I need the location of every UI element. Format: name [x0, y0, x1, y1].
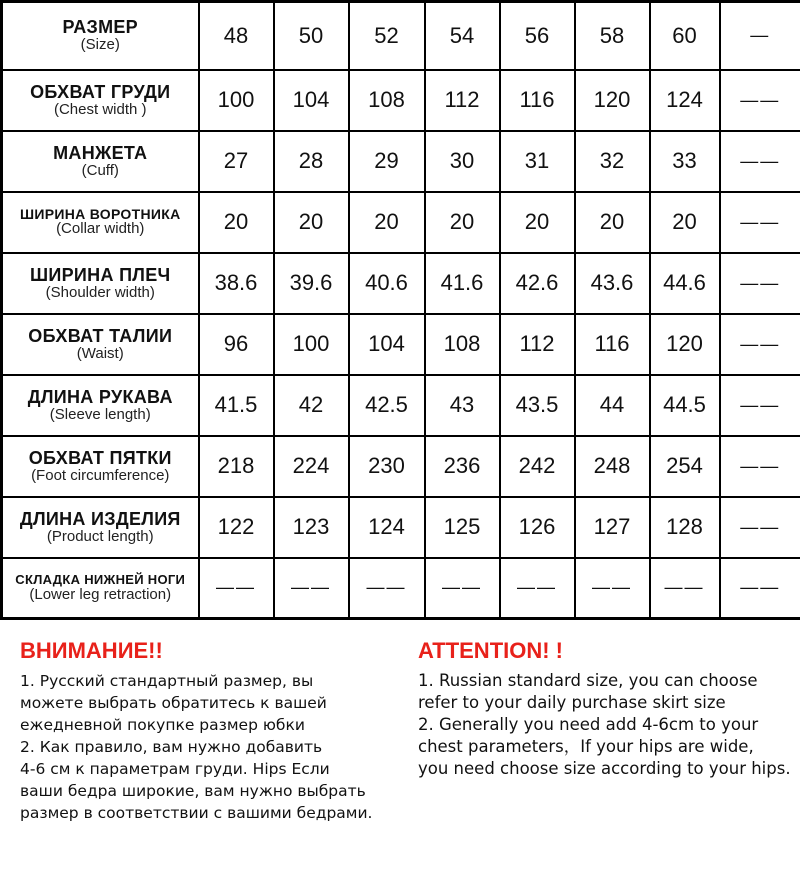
notes-english: [418, 640, 800, 780]
table-cell: ——: [575, 558, 650, 619]
table-cell: 44.5: [650, 375, 720, 436]
table-cell: 230: [349, 436, 425, 497]
row-label-ru: ДЛИНА РУКАВА: [27, 386, 173, 407]
table-row: [2, 436, 800, 497]
table-row: [2, 375, 800, 436]
table-cell: ——: [720, 558, 800, 619]
row-label-en: (Sleeve length): [49, 405, 151, 423]
row-label-cell: [2, 2, 199, 70]
notes-russian: [20, 640, 415, 824]
table-cell: ——: [720, 192, 800, 253]
table-row: [2, 497, 800, 558]
table-cell: 40.6: [349, 253, 425, 314]
table-cell: 27: [199, 131, 274, 192]
table-cell: 100: [199, 70, 274, 131]
table-cell: 242: [500, 436, 575, 497]
row-label-cell: [2, 70, 199, 131]
table-cell: 50: [274, 2, 349, 70]
table-cell: 254: [650, 436, 720, 497]
table-cell: 20: [349, 192, 425, 253]
table-cell: 127: [575, 497, 650, 558]
table-cell: 44.6: [650, 253, 720, 314]
table-cell: 44: [575, 375, 650, 436]
table-cell: 20: [575, 192, 650, 253]
table-cell: 42.5: [349, 375, 425, 436]
row-label-ru: ОБХВАТ ГРУДИ: [30, 81, 171, 102]
table-row: [2, 131, 800, 192]
table-cell: 128: [650, 497, 720, 558]
table-cell: 43.6: [575, 253, 650, 314]
row-label-en: (Waist): [76, 344, 124, 362]
row-label-en: (Chest width ): [53, 100, 147, 118]
table-cell: —: [720, 2, 800, 70]
table-cell: 38.6: [199, 253, 274, 314]
table-cell: ——: [720, 375, 800, 436]
table-cell: 41.5: [199, 375, 274, 436]
table-cell: 224: [274, 436, 349, 497]
row-label-cell: [2, 497, 199, 558]
table-cell: 112: [500, 314, 575, 375]
row-label-ru: ШИРИНА ВОРОТНИКА: [19, 205, 181, 222]
row-label-ru: ОБХВАТ ТАЛИИ: [28, 325, 173, 346]
table-cell: ——: [720, 131, 800, 192]
table-cell: 124: [650, 70, 720, 131]
table-cell: 52: [349, 2, 425, 70]
table-row: [2, 314, 800, 375]
attention-body-en: 1. Russian standard size, you can choose refer to your daily purchase skirt size 2. Generally you need add 4-6cm to your chest parameters，If your hips are wide, you need choose size according to your hips.: [418, 671, 791, 778]
table-cell: 30: [425, 131, 500, 192]
table-cell: 33: [650, 131, 720, 192]
table-cell: 122: [199, 497, 274, 558]
table-cell: 28: [274, 131, 349, 192]
row-label-ru: МАНЖЕТА: [53, 142, 148, 163]
table-cell: 41.6: [425, 253, 500, 314]
table-cell: 126: [500, 497, 575, 558]
row-label-ru: СКЛАДКА НИЖНЕЙ НОГИ: [15, 572, 186, 588]
table-cell: 120: [575, 70, 650, 131]
table-cell: 125: [425, 497, 500, 558]
row-label-ru: РАЗМЕР: [62, 17, 138, 38]
table-cell: 124: [349, 497, 425, 558]
table-cell: ——: [199, 558, 274, 619]
attention-title-en: ATTENTION! !: [418, 638, 564, 663]
table-cell: ——: [720, 436, 800, 497]
table-cell: 218: [199, 436, 274, 497]
table-cell: 43: [425, 375, 500, 436]
table-cell: 39.6: [274, 253, 349, 314]
row-label-cell: [2, 375, 199, 436]
table-cell: 20: [500, 192, 575, 253]
row-label-en: (Product length): [46, 527, 154, 545]
row-label-cell: [2, 131, 199, 192]
row-label-cell: [2, 192, 199, 253]
row-label-cell: [2, 253, 199, 314]
table-cell: ——: [425, 558, 500, 619]
table-row: [2, 2, 800, 70]
table-cell: 20: [199, 192, 274, 253]
table-row: [2, 253, 800, 314]
table-cell: ——: [720, 70, 800, 131]
table-cell: 58: [575, 2, 650, 70]
row-label-ru: ОБХВАТ ПЯТКИ: [28, 447, 172, 468]
table-cell: ——: [720, 497, 800, 558]
row-label-cell: [2, 558, 199, 619]
table-row: [2, 70, 800, 131]
table-cell: 116: [500, 70, 575, 131]
table-cell: 108: [425, 314, 500, 375]
table-cell: 20: [274, 192, 349, 253]
table-cell: 29: [349, 131, 425, 192]
row-label-en: (Size): [80, 36, 120, 54]
table-cell: 236: [425, 436, 500, 497]
table-cell: 56: [500, 2, 575, 70]
attention-title-ru: ВНИМАНИЕ!!: [20, 638, 163, 663]
table-cell: 123: [274, 497, 349, 558]
table-cell: 43.5: [500, 375, 575, 436]
table-cell: ——: [349, 558, 425, 619]
table-row: [2, 192, 800, 253]
table-row: [2, 558, 800, 619]
table-cell: ——: [500, 558, 575, 619]
table-cell: 120: [650, 314, 720, 375]
row-label-ru: ШИРИНА ПЛЕЧ: [30, 264, 171, 285]
row-label-en: (Lower leg retraction): [29, 585, 172, 603]
table-cell: 32: [575, 131, 650, 192]
table-cell: 112: [425, 70, 500, 131]
row-label-cell: [2, 436, 199, 497]
table-cell: 108: [349, 70, 425, 131]
table-cell: ——: [274, 558, 349, 619]
table-cell: 116: [575, 314, 650, 375]
table-cell: 54: [425, 2, 500, 70]
table-cell: ——: [720, 253, 800, 314]
attention-body-ru: 1. Русский стандартный размер, вы можете выбрать обратитесь к вашей ежедневной покупке размер юбки 2. Как правило, вам нужно добавить 4-6 см к параметрам груди. Hips Если ваши бедра широкие, вам нужно выбрать размер в соответствии с вашими бедрами.: [20, 672, 373, 822]
row-label-en: (Collar width): [56, 220, 145, 238]
table-cell: 104: [349, 314, 425, 375]
table-cell: 48: [199, 2, 274, 70]
table-cell: 20: [650, 192, 720, 253]
table-cell: 96: [199, 314, 274, 375]
row-label-ru: ДЛИНА ИЗДЕЛИЯ: [19, 508, 181, 529]
table-cell: ——: [650, 558, 720, 619]
row-label-en: (Shoulder width): [45, 283, 155, 301]
row-label-en: (Cuff): [81, 161, 119, 179]
table-cell: 42: [274, 375, 349, 436]
table-cell: ——: [720, 314, 800, 375]
table-cell: 60: [650, 2, 720, 70]
table-cell: 31: [500, 131, 575, 192]
table-cell: 20: [425, 192, 500, 253]
row-label-en: (Foot circumference): [31, 466, 170, 484]
row-label-cell: [2, 314, 199, 375]
table-cell: 100: [274, 314, 349, 375]
table-cell: 104: [274, 70, 349, 131]
table-cell: 248: [575, 436, 650, 497]
table-cell: 42.6: [500, 253, 575, 314]
